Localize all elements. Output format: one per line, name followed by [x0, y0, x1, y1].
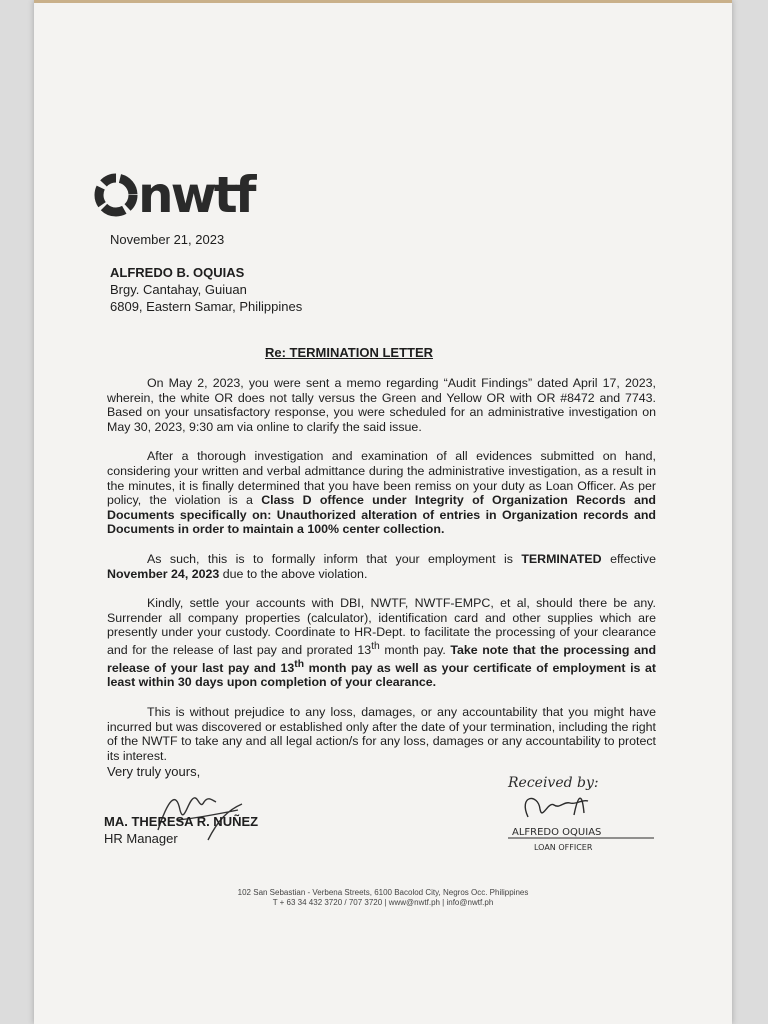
paragraph-2: [107, 449, 656, 537]
paragraph-3-text-e: due to the above violation.: [219, 566, 368, 581]
footer-address: 102 San Sebastian - Verbena Streets, 6100 Bacolod City, Negros Occ. Philippines: [237, 888, 529, 897]
signer-block: [104, 813, 258, 847]
letter-body: [107, 376, 656, 778]
paragraph-4-sup-2: th: [294, 658, 305, 670]
paragraph-3: [107, 552, 656, 581]
letter-footer: [34, 888, 732, 908]
paragraph-4-bold-d: month pay as well as your certificate of employment is at least within 30 days upon completion of your clearance.: [107, 660, 656, 690]
received-label: Received by:: [508, 775, 599, 791]
logo-text: nwtf: [138, 166, 254, 224]
paragraph-1: On May 2, 2023, you were sent a memo regarding “Audit Findings” dated April 17, 2023, wherein, the white OR does not tally versus the Green and Yellow OR with OR #8472 and 7743. Based on your unsatisfactory response, you were scheduled for an administrative investigation on May 30, 2023, 9:30 am via online to clarify the said issue.: [107, 376, 656, 434]
paragraph-4-text-a: Kindly, settle your accounts with DBI, NWTF, NWTF-EMPC, et al, should there be any. Surrender all company properties (calculator), identification card and other supplies which are presently under your custody. Coordinate to HR-Dept. to facilitate the processing of your clearance and for the release of last pay and prorated 13: [107, 596, 656, 658]
received-name: ALFREDO OQUIAS: [512, 827, 602, 838]
paragraph-3-text-c: effective: [601, 551, 656, 566]
logo-mark-icon: [92, 171, 140, 219]
page-edge: [34, 0, 732, 3]
footer-contact: T + 63 34 432 3720 / 707 3720 | www@nwtf.ph | info@nwtf.ph: [272, 898, 494, 907]
signer-title: HR Manager: [104, 831, 178, 846]
paragraph-4-text-b: month pay.: [379, 643, 451, 658]
received-signature-icon: [525, 798, 588, 817]
letter-page: [34, 0, 732, 1024]
paragraph-4-bold-c: Take note that the processing and release of your last pay and 13: [107, 643, 657, 675]
paragraph-5: This is without prejudice to any loss, damages, or any accountability that you might have incurred but was discovered or established only after the date of your termination, including the right of the NWTF to take any and all legal action/s for any loss, damages or any accountability to protect its interest.: [107, 704, 656, 763]
recipient-name: ALFREDO B. OQUIAS: [110, 265, 245, 280]
paragraph-4-sup-1: th: [371, 640, 380, 652]
recipient-address-line1: Brgy. Cantahay, Guiuan: [110, 282, 247, 297]
closing-salutation: Very truly yours,: [107, 764, 201, 779]
letter-date: November 21, 2023: [110, 232, 225, 247]
signer-name: MA. THERESA R. NUÑEZ: [104, 814, 259, 829]
paragraph-2-bold: Class D offence under Integrity of Organization Records and Documents specifically on: Unauthorized alteration of entries in Organization records and Documents in order to maintain a 100% center collection.: [107, 493, 656, 537]
received-role: LOAN OFFICER: [534, 843, 593, 852]
company-logo: [92, 160, 253, 230]
recipient-block: [110, 264, 302, 315]
letter-subject: Re: TERMINATION LETTER: [264, 345, 434, 360]
paragraph-3-terminated: TERMINATED: [521, 551, 602, 566]
paragraph-3-text-a: As such, this is to formally inform that your employment is: [147, 551, 522, 566]
recipient-address-line2: 6809, Eastern Samar, Philippines: [110, 299, 303, 314]
received-by-stamp: [478, 765, 658, 865]
paragraph-4: [107, 596, 656, 690]
paragraph-2-text: After a thorough investigation and examination of all evidences submitted on hand, considering your written and verbal admittance during the administrative investigation, as a result in the minutes, it is finally determined that you have been remiss on your duty as Loan Officer. As per policy, the violation is a: [107, 449, 656, 508]
paragraph-3-effective-date: November 24, 2023: [107, 566, 220, 581]
